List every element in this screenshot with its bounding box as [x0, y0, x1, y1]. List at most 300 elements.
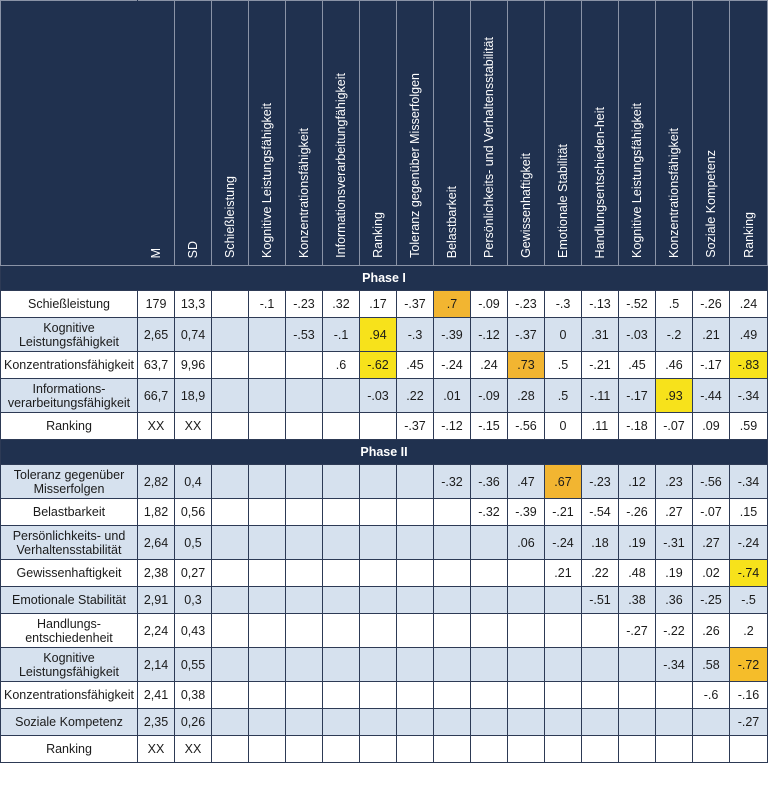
table-cell [249, 587, 286, 614]
table-cell [508, 736, 545, 763]
table-cell: .32 [323, 291, 360, 318]
table-cell: .47 [508, 465, 545, 499]
table-cell: 2,64 [138, 526, 175, 560]
table-cell [656, 682, 693, 709]
table-cell: -.53 [286, 318, 323, 352]
table-cell: 2,41 [138, 682, 175, 709]
table-cell: 63,7 [138, 352, 175, 379]
table-cell: 0,3 [175, 587, 212, 614]
row-label: Kognitive Leistungsfähigkeit [1, 318, 138, 352]
table-cell: -.72 [730, 648, 768, 682]
table-cell: -.23 [582, 465, 619, 499]
table-cell [545, 587, 582, 614]
table-cell [212, 318, 249, 352]
table-cell: .15 [730, 499, 768, 526]
table-row [1, 318, 768, 352]
table-cell [619, 736, 656, 763]
table-cell [249, 379, 286, 413]
table-cell [545, 614, 582, 648]
table-cell: .36 [656, 587, 693, 614]
table-cell: .93 [656, 379, 693, 413]
table-cell: -.16 [730, 682, 768, 709]
table-cell [508, 709, 545, 736]
table-cell [212, 379, 249, 413]
table-cell [323, 614, 360, 648]
column-header-label: Toleranz gegenüber Misserfolgen [408, 73, 422, 258]
table-cell: -.23 [508, 291, 545, 318]
table-cell [582, 682, 619, 709]
table-cell [360, 526, 397, 560]
table-cell: 2,24 [138, 614, 175, 648]
table-cell: -.56 [508, 413, 545, 440]
column-header-label: Kognitive Leistungsfähigkeit [630, 103, 644, 258]
table-cell: -.39 [508, 499, 545, 526]
row-label: Toleranz gegenüber Misserfolgen [1, 465, 138, 499]
table-cell [249, 352, 286, 379]
table-cell: -.52 [619, 291, 656, 318]
table-cell: -.27 [619, 614, 656, 648]
table-cell [619, 648, 656, 682]
table-cell [249, 465, 286, 499]
table-cell [360, 736, 397, 763]
table-cell [286, 465, 323, 499]
table-cell [619, 709, 656, 736]
row-label: Belastbarkeit [1, 499, 138, 526]
phase-title: Phase II [1, 440, 768, 465]
table-cell [286, 587, 323, 614]
table-cell [360, 709, 397, 736]
table-cell [471, 614, 508, 648]
table-cell: .2 [730, 614, 768, 648]
table-cell [323, 587, 360, 614]
column-header-label: SD [186, 240, 200, 258]
table-cell [397, 560, 434, 587]
table-cell [397, 526, 434, 560]
table-cell: -.5 [730, 587, 768, 614]
table-cell: -.26 [619, 499, 656, 526]
table-cell: XX [138, 736, 175, 763]
row-label: Konzentrationsfähigkeit [1, 682, 138, 709]
table-cell [249, 682, 286, 709]
table-cell: 0,38 [175, 682, 212, 709]
table-cell [212, 352, 249, 379]
table-cell [434, 736, 471, 763]
column-header-label: Konzentrationsfähigkeit [667, 128, 681, 258]
table-cell: .7 [434, 291, 471, 318]
table-cell: -.32 [434, 465, 471, 499]
table-cell: -.32 [471, 499, 508, 526]
table-cell: XX [175, 413, 212, 440]
table-cell [212, 709, 249, 736]
table-cell: -.03 [619, 318, 656, 352]
table-row [1, 709, 768, 736]
table-cell: .48 [619, 560, 656, 587]
column-header [582, 1, 619, 266]
table-cell [471, 709, 508, 736]
table-cell: -.37 [508, 318, 545, 352]
table-header-row [1, 1, 768, 266]
table-cell: -.37 [397, 413, 434, 440]
table-cell: -.09 [471, 291, 508, 318]
table-cell: .94 [360, 318, 397, 352]
table-cell: -.07 [656, 413, 693, 440]
table-cell: .09 [693, 413, 730, 440]
column-header-label: Persönlichkeits- und Verhaltensstabilität [482, 37, 496, 258]
column-header [360, 1, 397, 266]
table-cell: 2,65 [138, 318, 175, 352]
phase-title: Phase I [1, 266, 768, 291]
table-cell: -.24 [434, 352, 471, 379]
column-header [249, 1, 286, 266]
table-row [1, 291, 768, 318]
phase-header-row [1, 266, 768, 291]
table-cell [471, 682, 508, 709]
header-corner [1, 1, 138, 266]
table-cell: -.34 [656, 648, 693, 682]
row-label: Gewissenhaftigkeit [1, 560, 138, 587]
column-header [323, 1, 360, 266]
table-cell: -.09 [471, 379, 508, 413]
table-cell [434, 648, 471, 682]
table-cell [397, 587, 434, 614]
table-cell [212, 413, 249, 440]
table-cell: -.56 [693, 465, 730, 499]
table-row [1, 526, 768, 560]
table-cell: -.24 [545, 526, 582, 560]
column-header [508, 1, 545, 266]
table-cell [693, 736, 730, 763]
column-header [286, 1, 323, 266]
table-cell [286, 614, 323, 648]
table-cell: 0,26 [175, 709, 212, 736]
table-cell: .5 [656, 291, 693, 318]
table-cell: .24 [730, 291, 768, 318]
table-cell [212, 526, 249, 560]
table-cell: 9,96 [175, 352, 212, 379]
row-label: Schießleistung [1, 291, 138, 318]
table-cell: 66,7 [138, 379, 175, 413]
table-cell: -.51 [582, 587, 619, 614]
table-cell [434, 560, 471, 587]
column-header-label: Ranking [371, 212, 385, 258]
table-cell: -.37 [397, 291, 434, 318]
table-cell [730, 736, 768, 763]
column-header [730, 1, 768, 266]
table-cell [212, 682, 249, 709]
table-cell: .19 [656, 560, 693, 587]
table-cell: -.34 [730, 465, 768, 499]
table-cell: -.31 [656, 526, 693, 560]
table-cell [360, 413, 397, 440]
column-header-label: Schießleistung [223, 176, 237, 258]
table-cell [212, 614, 249, 648]
table-cell: .24 [471, 352, 508, 379]
table-cell [471, 648, 508, 682]
table-cell: -.3 [397, 318, 434, 352]
table-cell: -.15 [471, 413, 508, 440]
table-cell: 2,35 [138, 709, 175, 736]
table-cell [582, 736, 619, 763]
table-cell [397, 614, 434, 648]
table-cell [434, 526, 471, 560]
table-cell: .27 [693, 526, 730, 560]
table-cell [471, 736, 508, 763]
table-cell: 2,14 [138, 648, 175, 682]
table-cell: 1,82 [138, 499, 175, 526]
table-cell: .06 [508, 526, 545, 560]
column-header-label: Gewissenhaftigkeit [519, 153, 533, 258]
table-cell [360, 587, 397, 614]
table-cell: .5 [545, 352, 582, 379]
table-cell: 0 [545, 413, 582, 440]
table-cell: .18 [582, 526, 619, 560]
table-cell [508, 560, 545, 587]
table-cell [286, 709, 323, 736]
table-cell: .12 [619, 465, 656, 499]
column-header [434, 1, 471, 266]
column-header-label: Ranking [741, 212, 756, 258]
table-cell: -.39 [434, 318, 471, 352]
table-cell: -.1 [249, 291, 286, 318]
table-cell: .02 [693, 560, 730, 587]
table-cell: -.74 [730, 560, 768, 587]
table-cell [249, 560, 286, 587]
table-cell: .45 [397, 352, 434, 379]
column-header [619, 1, 656, 266]
table-cell: 2,38 [138, 560, 175, 587]
table-cell [249, 413, 286, 440]
table-cell [286, 499, 323, 526]
table-cell: .45 [619, 352, 656, 379]
table-cell [323, 499, 360, 526]
table-cell: .49 [730, 318, 768, 352]
table-cell [397, 499, 434, 526]
table-cell: -.21 [545, 499, 582, 526]
column-header [656, 1, 693, 266]
table-cell: -.17 [693, 352, 730, 379]
table-cell [656, 736, 693, 763]
table-cell: 0,55 [175, 648, 212, 682]
table-cell [212, 587, 249, 614]
table-cell: -.83 [730, 352, 768, 379]
row-label: Ranking [1, 736, 138, 763]
table-cell: -.24 [730, 526, 768, 560]
table-cell: -.1 [323, 318, 360, 352]
table-cell [471, 587, 508, 614]
table-cell [360, 614, 397, 648]
table-cell [471, 560, 508, 587]
column-header [212, 1, 249, 266]
table-cell: -.11 [582, 379, 619, 413]
row-label: Ranking [1, 413, 138, 440]
table-cell [360, 560, 397, 587]
table-cell [434, 682, 471, 709]
table-cell [693, 709, 730, 736]
table-cell [360, 682, 397, 709]
table-cell: .23 [656, 465, 693, 499]
table-cell: -.21 [582, 352, 619, 379]
phase-header-row [1, 440, 768, 465]
table-row [1, 736, 768, 763]
table-row [1, 413, 768, 440]
table-cell: -.54 [582, 499, 619, 526]
table-cell: .01 [434, 379, 471, 413]
table-cell [323, 648, 360, 682]
table-cell: 0,4 [175, 465, 212, 499]
table-cell [434, 709, 471, 736]
table-cell [212, 648, 249, 682]
table-cell [582, 648, 619, 682]
table-cell [508, 587, 545, 614]
table-cell: .6 [323, 352, 360, 379]
table-cell [212, 465, 249, 499]
table-cell [249, 648, 286, 682]
table-cell [286, 352, 323, 379]
table-cell [434, 499, 471, 526]
row-label: Informations-verarbeitungsfähigkeit [1, 379, 138, 413]
table-cell [286, 736, 323, 763]
column-header-label: Konzentrationsfähigkeit [297, 128, 311, 258]
table-cell [508, 648, 545, 682]
table-cell [397, 648, 434, 682]
table-cell [545, 682, 582, 709]
row-label: Handlungs-entschiedenheit [1, 614, 138, 648]
table-cell [212, 560, 249, 587]
table-cell: -.25 [693, 587, 730, 614]
table-cell [323, 736, 360, 763]
table-cell: -.26 [693, 291, 730, 318]
table-row [1, 352, 768, 379]
table-cell: 0,43 [175, 614, 212, 648]
table-cell [249, 499, 286, 526]
column-header-label: Emotionale Stabilität [556, 144, 570, 258]
table-cell [286, 648, 323, 682]
table-cell: 18,9 [175, 379, 212, 413]
table-cell [249, 318, 286, 352]
table-row [1, 614, 768, 648]
table-cell [286, 413, 323, 440]
table-cell [397, 682, 434, 709]
table-cell [360, 499, 397, 526]
table-cell: .38 [619, 587, 656, 614]
row-label: Konzentrationsfähigkeit [1, 352, 138, 379]
table-cell: .11 [582, 413, 619, 440]
table-cell: .19 [619, 526, 656, 560]
table-cell: .5 [545, 379, 582, 413]
table-cell: -.6 [693, 682, 730, 709]
table-cell [286, 560, 323, 587]
table-cell [323, 379, 360, 413]
row-label: Emotionale Stabilität [1, 587, 138, 614]
table-cell: 0,27 [175, 560, 212, 587]
table-cell: .22 [397, 379, 434, 413]
table-cell [656, 709, 693, 736]
table-cell: 2,82 [138, 465, 175, 499]
table-cell [434, 614, 471, 648]
table-row [1, 682, 768, 709]
table-cell [545, 736, 582, 763]
table-cell: -.27 [730, 709, 768, 736]
table-cell [360, 648, 397, 682]
table-cell: .46 [656, 352, 693, 379]
table-cell [471, 526, 508, 560]
column-header [397, 1, 434, 266]
table-cell: 13,3 [175, 291, 212, 318]
table-cell: -.3 [545, 291, 582, 318]
table-cell [323, 682, 360, 709]
table-cell: 0,5 [175, 526, 212, 560]
table-row [1, 465, 768, 499]
column-header [545, 1, 582, 266]
table-cell: .58 [693, 648, 730, 682]
table-cell: 0 [545, 318, 582, 352]
table-cell [323, 560, 360, 587]
table-cell: .17 [360, 291, 397, 318]
table-cell: XX [138, 413, 175, 440]
table-cell: -.12 [434, 413, 471, 440]
table-cell: -.23 [286, 291, 323, 318]
table-cell: -.18 [619, 413, 656, 440]
table-cell: .22 [582, 560, 619, 587]
column-header-label: Soziale Kompetenz [704, 150, 718, 258]
table-cell [545, 709, 582, 736]
table-cell [323, 709, 360, 736]
table-cell [323, 413, 360, 440]
table-cell [397, 465, 434, 499]
column-header [175, 1, 212, 266]
column-header-label: Informationsverarbeitungfähigkeit [334, 73, 348, 258]
table-row [1, 587, 768, 614]
table-row [1, 560, 768, 587]
table-cell: 0,74 [175, 318, 212, 352]
table-row [1, 648, 768, 682]
table-cell: -.22 [656, 614, 693, 648]
table-cell: -.03 [360, 379, 397, 413]
table-cell [434, 587, 471, 614]
table-cell: 179 [138, 291, 175, 318]
column-header-label: Kognitive Leistungsfähigkeit [260, 103, 274, 258]
table-cell: -.07 [693, 499, 730, 526]
table-cell [323, 465, 360, 499]
table-cell [286, 682, 323, 709]
table-cell [286, 379, 323, 413]
table-cell [508, 614, 545, 648]
table-cell [397, 709, 434, 736]
table-cell [249, 709, 286, 736]
table-cell: .26 [693, 614, 730, 648]
table-cell: -.13 [582, 291, 619, 318]
table-cell: 2,91 [138, 587, 175, 614]
table-cell [249, 526, 286, 560]
column-header-label: M [149, 247, 163, 258]
table-cell [582, 709, 619, 736]
table-cell: 0,56 [175, 499, 212, 526]
column-header-label: Handlungsentschieden-heit [593, 106, 607, 258]
table-cell [212, 736, 249, 763]
table-row [1, 379, 768, 413]
table-cell: -.17 [619, 379, 656, 413]
row-label: Persönlichkeits- und Verhaltensstabilität [1, 526, 138, 560]
column-header-label: Belastbarkeit [445, 185, 459, 258]
table-cell: XX [175, 736, 212, 763]
table-cell: .27 [656, 499, 693, 526]
table-cell: -.34 [730, 379, 768, 413]
table-cell: .21 [693, 318, 730, 352]
table-cell: -.12 [471, 318, 508, 352]
table-cell [212, 499, 249, 526]
table-cell: .73 [508, 352, 545, 379]
table-cell: .21 [545, 560, 582, 587]
